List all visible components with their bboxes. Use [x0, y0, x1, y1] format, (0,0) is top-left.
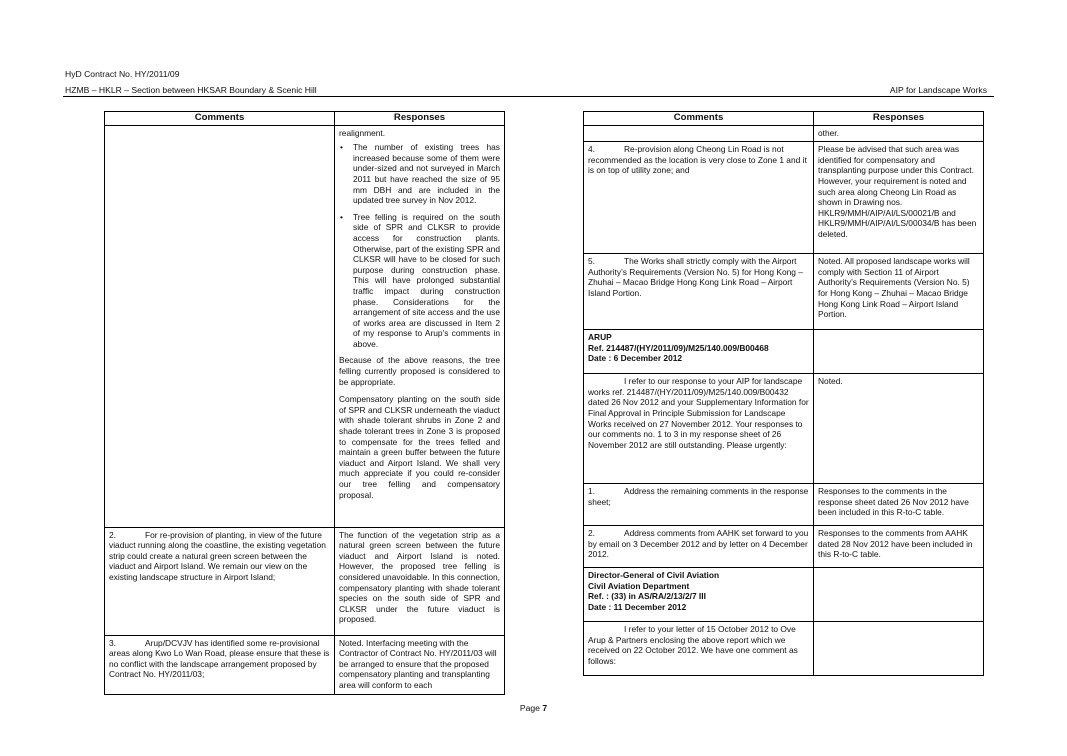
response-cell [814, 254, 984, 330]
comment-cell [584, 125, 814, 142]
table-row [584, 142, 984, 254]
sender-block [584, 330, 814, 374]
sender-block [584, 568, 814, 622]
table-row [105, 125, 505, 527]
comment-text: Address comments from AAHK set forward to you by email on 3 December 2012 and by letter on 4 December 2012. [588, 528, 809, 560]
response-text: other. [818, 127, 839, 138]
section-title: HZMB – HKLR – Section between HKSAR Boundary & Scenic Hill [65, 85, 317, 95]
item-number: 5. [588, 256, 595, 267]
table-row [105, 635, 505, 694]
header-rule [63, 96, 994, 97]
bullet-text: Tree felling is required on the south side of SPR and CLKSR to provide access for construction plants. Otherwise, part of the existing SPR and CLKSR will have to be closed for such purpose during construction phase. This will have prolonged substantial traffic impact during construction phase. Considerations for the arrangement of site access and the use of works area are discussed in Item 2 of my response to Arup’s comments in above. [353, 211, 500, 349]
item-number: 3. [109, 637, 116, 648]
response-text: Compensatory planting on the south side of SPR and CLKSR underneath the viaduct with shade tolerant shrubs in Zone 2 and shade tolerant trees in Zone 3 is proposed to compensate for the trees felled and maintain a green buffer between the future viaduct and Airport Island. We shall very much appreciate if you could re-consider our tree felling and compensatory proposal. [339, 394, 500, 500]
response-cell [335, 125, 505, 527]
sender-date: Date : 6 December 2012 [588, 353, 683, 364]
table-row [584, 330, 984, 374]
response-text: Please be advised that such area was identified for compensatory and transplanting purpose under this Contract. However, your requirement is noted and such area along Cheong Lin Road as shown in Drawing nos. HKLR9/MMH/AIP/AI/LS/00021/B and HKLR9/MMH/AIP/AI/LS/00034/B has been deleted. [818, 144, 977, 239]
comment-cell [584, 142, 814, 254]
comment-text: I refer to your letter of 15 October 2012 to Ove Arup & Partners enclosing the above report which we received on 22 October 2012. We have one comment as follows: [588, 624, 798, 666]
response-text: Noted. All proposed landscape works will comply with Section 11 of Airport Authority’s Requirements (Version No. 5) for Hong Kong – Zhuhai – Macao Bridge Hong Kong Link Road – Airport Island Portion. [818, 256, 970, 320]
responses-header: Responses [335, 112, 505, 126]
item-number: 1. [588, 486, 595, 497]
response-cell [814, 526, 984, 568]
response-cell [814, 374, 984, 484]
table-row [584, 254, 984, 330]
sender-reference: Ref. : (33) in AS/RA/2/13/2/7 III [588, 591, 706, 602]
list-item [340, 142, 500, 206]
response-text: Responses to the comments from AAHK dated 28 Nov 2012 have been included in this R-to-C table. [818, 528, 973, 560]
response-text: Noted. Interfacing meeting with the Contractor of Contract No. HY/2011/03 will be arranged to ensure that the proposed compensatory planting and transplanting area will conform to each [339, 637, 497, 690]
sender-reference: Ref. 214487/(HY/2011/09)/M25/140.009/B00468 [588, 342, 769, 353]
response-cell [814, 484, 984, 526]
sender-date: Date : 11 December 2012 [588, 601, 687, 612]
comment-cell [584, 484, 814, 526]
responses-header: Responses [814, 112, 984, 126]
comment-cell [584, 622, 814, 676]
table-row [584, 374, 984, 484]
comments-header: Comments [584, 112, 814, 126]
sender-department: Civil Aviation Department [588, 580, 690, 591]
table-row [584, 568, 984, 622]
comment-text: Arup/DCVJV has identified some re-provisional areas along Kwo Lo Wan Road, please ensure that these is no conflict with the landscape arrangement proposed by Contract No. HY/2011/03; [109, 637, 330, 680]
page-number: 7 [542, 703, 548, 713]
comment-cell [105, 635, 335, 694]
table-row [584, 622, 984, 676]
response-cell [814, 330, 984, 374]
table-row [584, 125, 984, 142]
response-cell [814, 568, 984, 622]
response-text: Noted. [818, 376, 843, 387]
response-text: realignment. [339, 127, 386, 138]
response-cell [814, 622, 984, 676]
response-text: Because of the above reasons, the tree felling currently proposed is considered to be appropriate. [339, 355, 500, 387]
response-text: The function of the vegetation strip as a natural green screen between the future viaduct and Airport Island is noted. However, the proposed tree felling is considered unavoidable. In this connection, compensatory planting with shade tolerant species on the south side of SPR and CLKSR under the future viaduct is proposed. [339, 529, 500, 625]
response-cell [814, 125, 984, 142]
response-text: Responses to the comments in the response sheet dated 26 Nov 2012 have been included in this R-to-C table. [818, 486, 969, 518]
bullet-icon: • [340, 211, 343, 222]
document-type: AIP for Landscape Works [889, 85, 987, 95]
response-bullet-list [339, 142, 500, 349]
table-row [105, 527, 505, 635]
item-number: 2. [588, 528, 595, 539]
contract-number: HyD Contract No. HY/2011/09 [65, 69, 180, 79]
comment-cell [105, 125, 335, 527]
comment-text: Re-provision along Cheong Lin Road is not recommended as the location is very close to Zone 1 and it is on top of utility zone; and [588, 144, 807, 176]
comments-header: Comments [105, 112, 335, 126]
comment-text: The Works shall strictly comply with the Airport Authority’s Requirements (Version No. 5) for Hong Kong – Zhuhai – Macao Bridge Hong Kong Link Road – Airport Island Portion. [588, 256, 803, 298]
response-cell [814, 142, 984, 254]
comment-text: I refer to our response to your AIP for landscape works ref. 214487/(HY/2011/09)/M25/140.009/B00432 dated 26 Nov 2012 and your Supplementary Information for Final Approval in Principle Submission for Landscape Works received on 27 November 2012. Your responses to our comments no. 1 to 3 in my response sheet of 26 November 2012 are still outstanding. Please urgently: [588, 376, 809, 450]
right-response-table [583, 111, 984, 676]
response-cell [335, 635, 505, 694]
list-item [340, 211, 500, 350]
comment-cell [584, 526, 814, 568]
comment-text: For re-provision of planting, in view of the future viaduct running along the coastline, the existing vegetation strip could create a natural green screen between the viaduct and Airport Island. We remain our view on the existing landscape structure in Airport Island; [109, 529, 326, 582]
bullet-icon: • [340, 142, 343, 153]
table-row [584, 484, 984, 526]
bullet-text: The number of existing trees has increased because some of them were under-sized and not surveyed in March 2011 but have reached the size of 95 mm DBH and are included in the updated tree survey in Nov 2012. [353, 142, 500, 206]
response-cell [335, 527, 505, 635]
left-response-table [104, 111, 505, 695]
sender-name: ARUP [588, 332, 612, 343]
item-number: 4. [588, 144, 595, 155]
page-footer [0, 703, 1067, 714]
table-row [584, 526, 984, 568]
page-label: Page [519, 703, 540, 713]
sender-name: Director-General of Civil Aviation [588, 570, 720, 581]
comment-cell [584, 254, 814, 330]
comment-cell [105, 527, 335, 635]
item-number: 2. [109, 529, 116, 540]
comment-cell [584, 374, 814, 484]
comment-text: Address the remaining comments in the response sheet; [588, 486, 809, 507]
